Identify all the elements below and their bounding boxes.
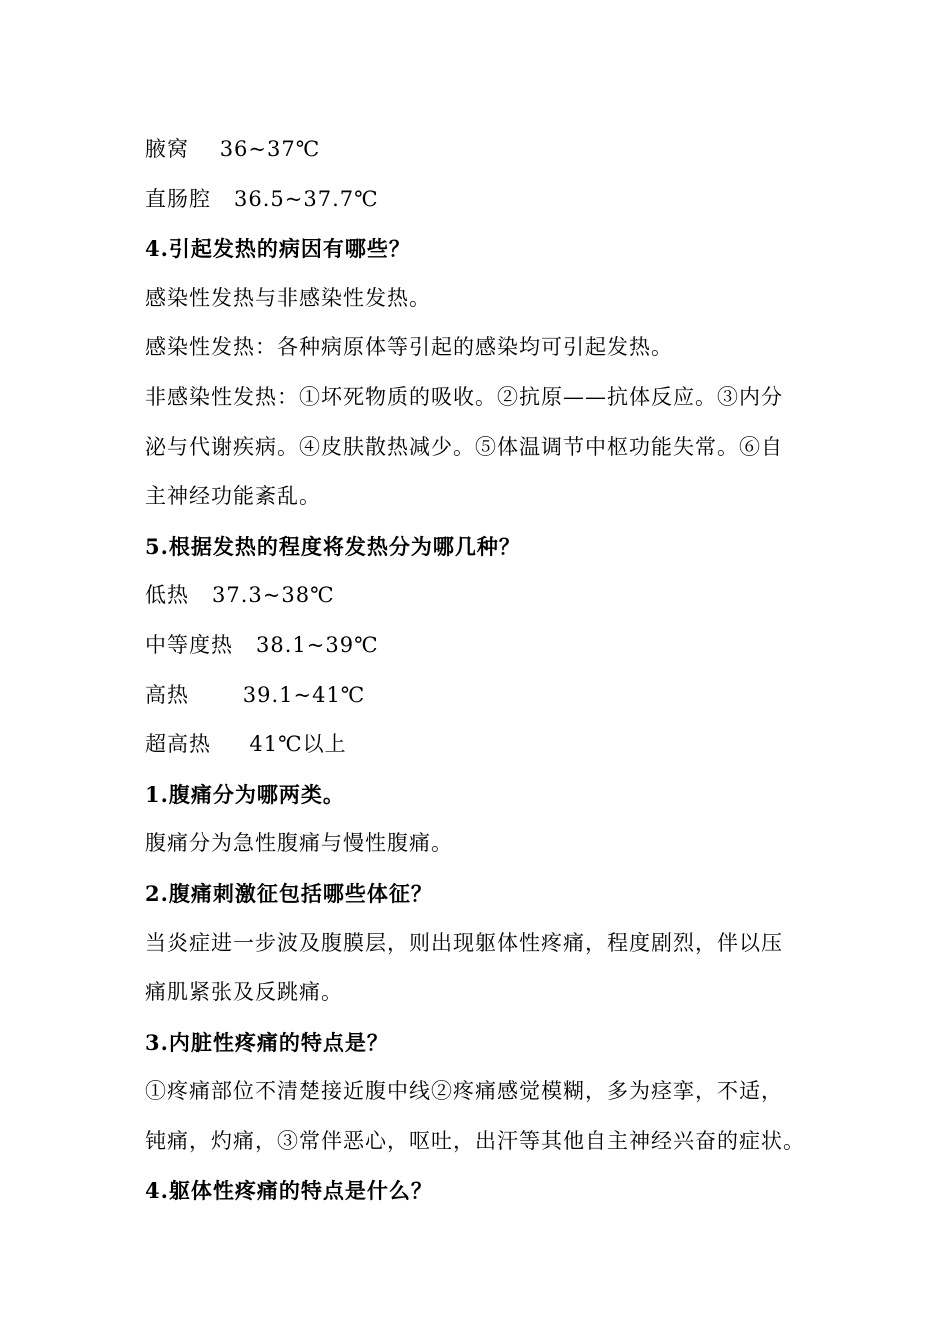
text-line-axillary-temp: 腋窝 36~37℃ xyxy=(145,137,321,161)
fever-level-hyper: 超高热 41℃以上 xyxy=(145,732,347,757)
question-1-abdominal-pain-types: 1.腹痛分为哪两类。 xyxy=(145,781,345,807)
fever-level-moderate: 中等度热 38.1~39℃ xyxy=(145,632,379,657)
answer-line: 痛肌紧张及反跳痛。 xyxy=(145,980,343,1005)
answer-line: 泌与代谢疾病。④皮肤散热减少。⑤体温调节中枢功能失常。⑥自 xyxy=(145,434,783,459)
answer-line: 非感染性发热：①坏死物质的吸收。②抗原——抗体反应。③内分 xyxy=(145,384,783,409)
answer-line: 当炎症进一步波及腹膜层，则出现躯体性疼痛，程度剧烈，伴以压 xyxy=(145,930,783,955)
fever-level-low: 低热 37.3~38℃ xyxy=(145,583,335,608)
answer-line: 腹痛分为急性腹痛与慢性腹痛。 xyxy=(145,831,453,856)
question-2-peritoneal-signs: 2.腹痛刺激征包括哪些体征？ xyxy=(145,880,433,906)
answer-line: 感染性发热与非感染性发热。 xyxy=(145,285,431,310)
answer-line: 感染性发热：各种病原体等引起的感染均可引起发热。 xyxy=(145,335,673,360)
answer-line: ①疼痛部位不清楚接近腹中线②疼痛感觉模糊，多为痉挛，不适， xyxy=(145,1079,783,1104)
question-3-visceral-pain: 3.内脏性疼痛的特点是？ xyxy=(145,1029,389,1055)
text-line-rectal-temp: 直肠腔 36.5~37.7℃ xyxy=(145,186,379,211)
fever-level-high: 高热 39.1~41℃ xyxy=(145,682,366,707)
answer-line: 主神经功能紊乱。 xyxy=(145,484,321,509)
question-5-fever-degree: 5.根据发热的程度将发热分为哪几种？ xyxy=(145,533,521,559)
question-4-fever-causes: 4.引起发热的病因有哪些？ xyxy=(145,236,411,262)
document-body xyxy=(145,125,825,1216)
question-4-somatic-pain: 4.躯体性疼痛的特点是什么？ xyxy=(145,1178,433,1204)
answer-line: 钝痛，灼痛，③常伴恶心，呕吐，出汗等其他自主神经兴奋的症状。 xyxy=(145,1128,805,1153)
